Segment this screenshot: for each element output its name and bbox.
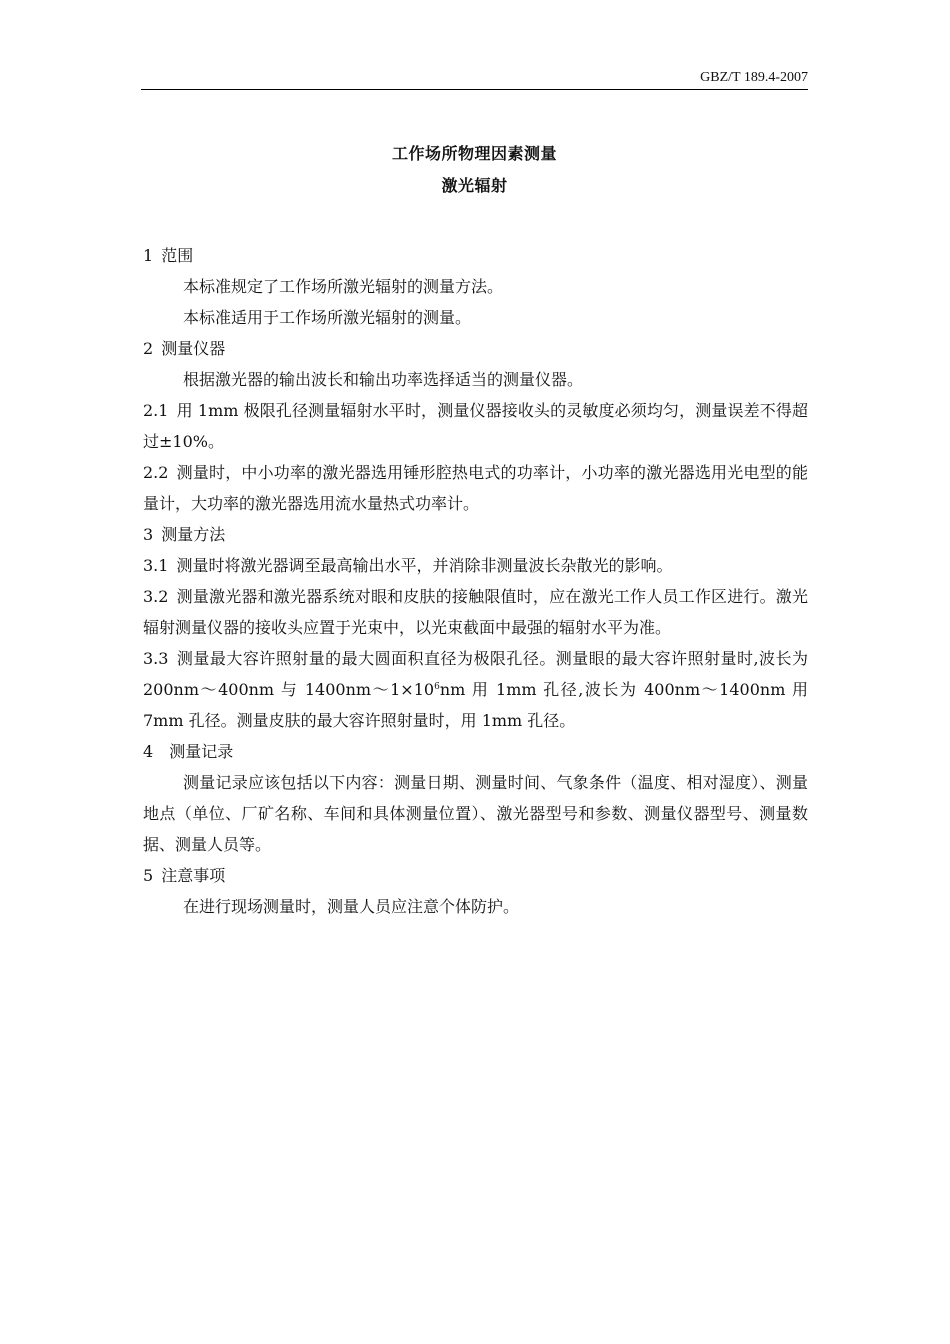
section-number: 5 [143, 866, 154, 885]
paragraph-text: 测量记录应该包括以下内容：测量日期、测量时间、气象条件（温度、相对湿度）、测量地点（单位、厂矿名称、车间和具体测量位置）、激光器型号和参数、测量仪器型号、测量数据、测量人员等。 [143, 773, 808, 854]
clause-number: 3.2 [143, 587, 169, 606]
section-heading-1 [143, 240, 808, 271]
clause-3-3 [143, 643, 808, 736]
section-title: 测量方法 [161, 525, 226, 544]
standard-code: GBZ/T 189.4-2007 [700, 70, 808, 85]
document-body [143, 240, 808, 922]
section-heading-4 [143, 736, 808, 767]
clause-text-cont: nm 用 1mm 孔径,波长为 400nm～1400nm 用 7mm 孔径。测量皮肤的最大容许照射量时，用 1mm 孔径。 [143, 680, 808, 730]
paragraph: 本标准规定了工作场所激光辐射的测量方法。 [183, 277, 504, 296]
clause-text: 测量最大容许照射量的最大圆面积直径为极限孔径。测量眼的最大容许照射量时,波长为 200nm～400nm 与 1400nm～1×10 [143, 649, 808, 699]
section-number: 3 [143, 525, 154, 544]
paragraph [143, 767, 808, 860]
clause-3-1 [143, 550, 808, 581]
section-title: 测量仪器 [161, 339, 226, 358]
paragraph: 本标准适用于工作场所激光辐射的测量。 [183, 308, 472, 327]
section-heading-3 [143, 519, 808, 550]
clause-text: 测量时将激光器调至最高输出水平，并消除非测量波长杂散光的影响。 [176, 556, 673, 575]
section-heading-2 [143, 333, 808, 364]
clause-number: 2.2 [143, 463, 169, 482]
clause-number: 2.1 [143, 401, 169, 420]
section-number: 2 [143, 339, 154, 358]
clause-3-2 [143, 581, 808, 643]
clause-number: 3.1 [143, 556, 169, 575]
header-rule [141, 89, 808, 90]
clause-number: 3.3 [143, 649, 169, 668]
paragraph: 根据激光器的输出波长和输出功率选择适当的测量仪器。 [183, 370, 584, 389]
section-number: 1 [143, 246, 154, 265]
clause-text: 测量时，中小功率的激光器选用锤形腔热电式的功率计，小功率的激光器选用光电型的能量计，大功率的激光器选用流水量热式功率计。 [143, 463, 808, 513]
superscript-exponent: 6 [434, 682, 440, 692]
document-subtitle: 激光辐射 [441, 176, 508, 195]
section-title: 测量记录 [169, 742, 234, 761]
document-title: 工作场所物理因素测量 [391, 144, 557, 163]
section-number: 4 [143, 742, 154, 761]
clause-text: 用 1mm 极限孔径测量辐射水平时，测量仪器接收头的灵敏度必须均匀，测量误差不得超过±10%。 [143, 401, 808, 451]
paragraph: 在进行现场测量时，测量人员应注意个体防护。 [183, 897, 520, 916]
clause-2-2 [143, 457, 808, 519]
section-title: 注意事项 [161, 866, 226, 885]
clause-2-1 [143, 395, 808, 457]
clause-text: 测量激光器和激光器系统对眼和皮肤的接触限值时，应在激光工作人员工作区进行。激光辐射测量仪器的接收头应置于光束中，以光束截面中最强的辐射水平为准。 [143, 587, 808, 637]
section-heading-5 [143, 860, 808, 891]
section-title: 范围 [161, 246, 194, 265]
